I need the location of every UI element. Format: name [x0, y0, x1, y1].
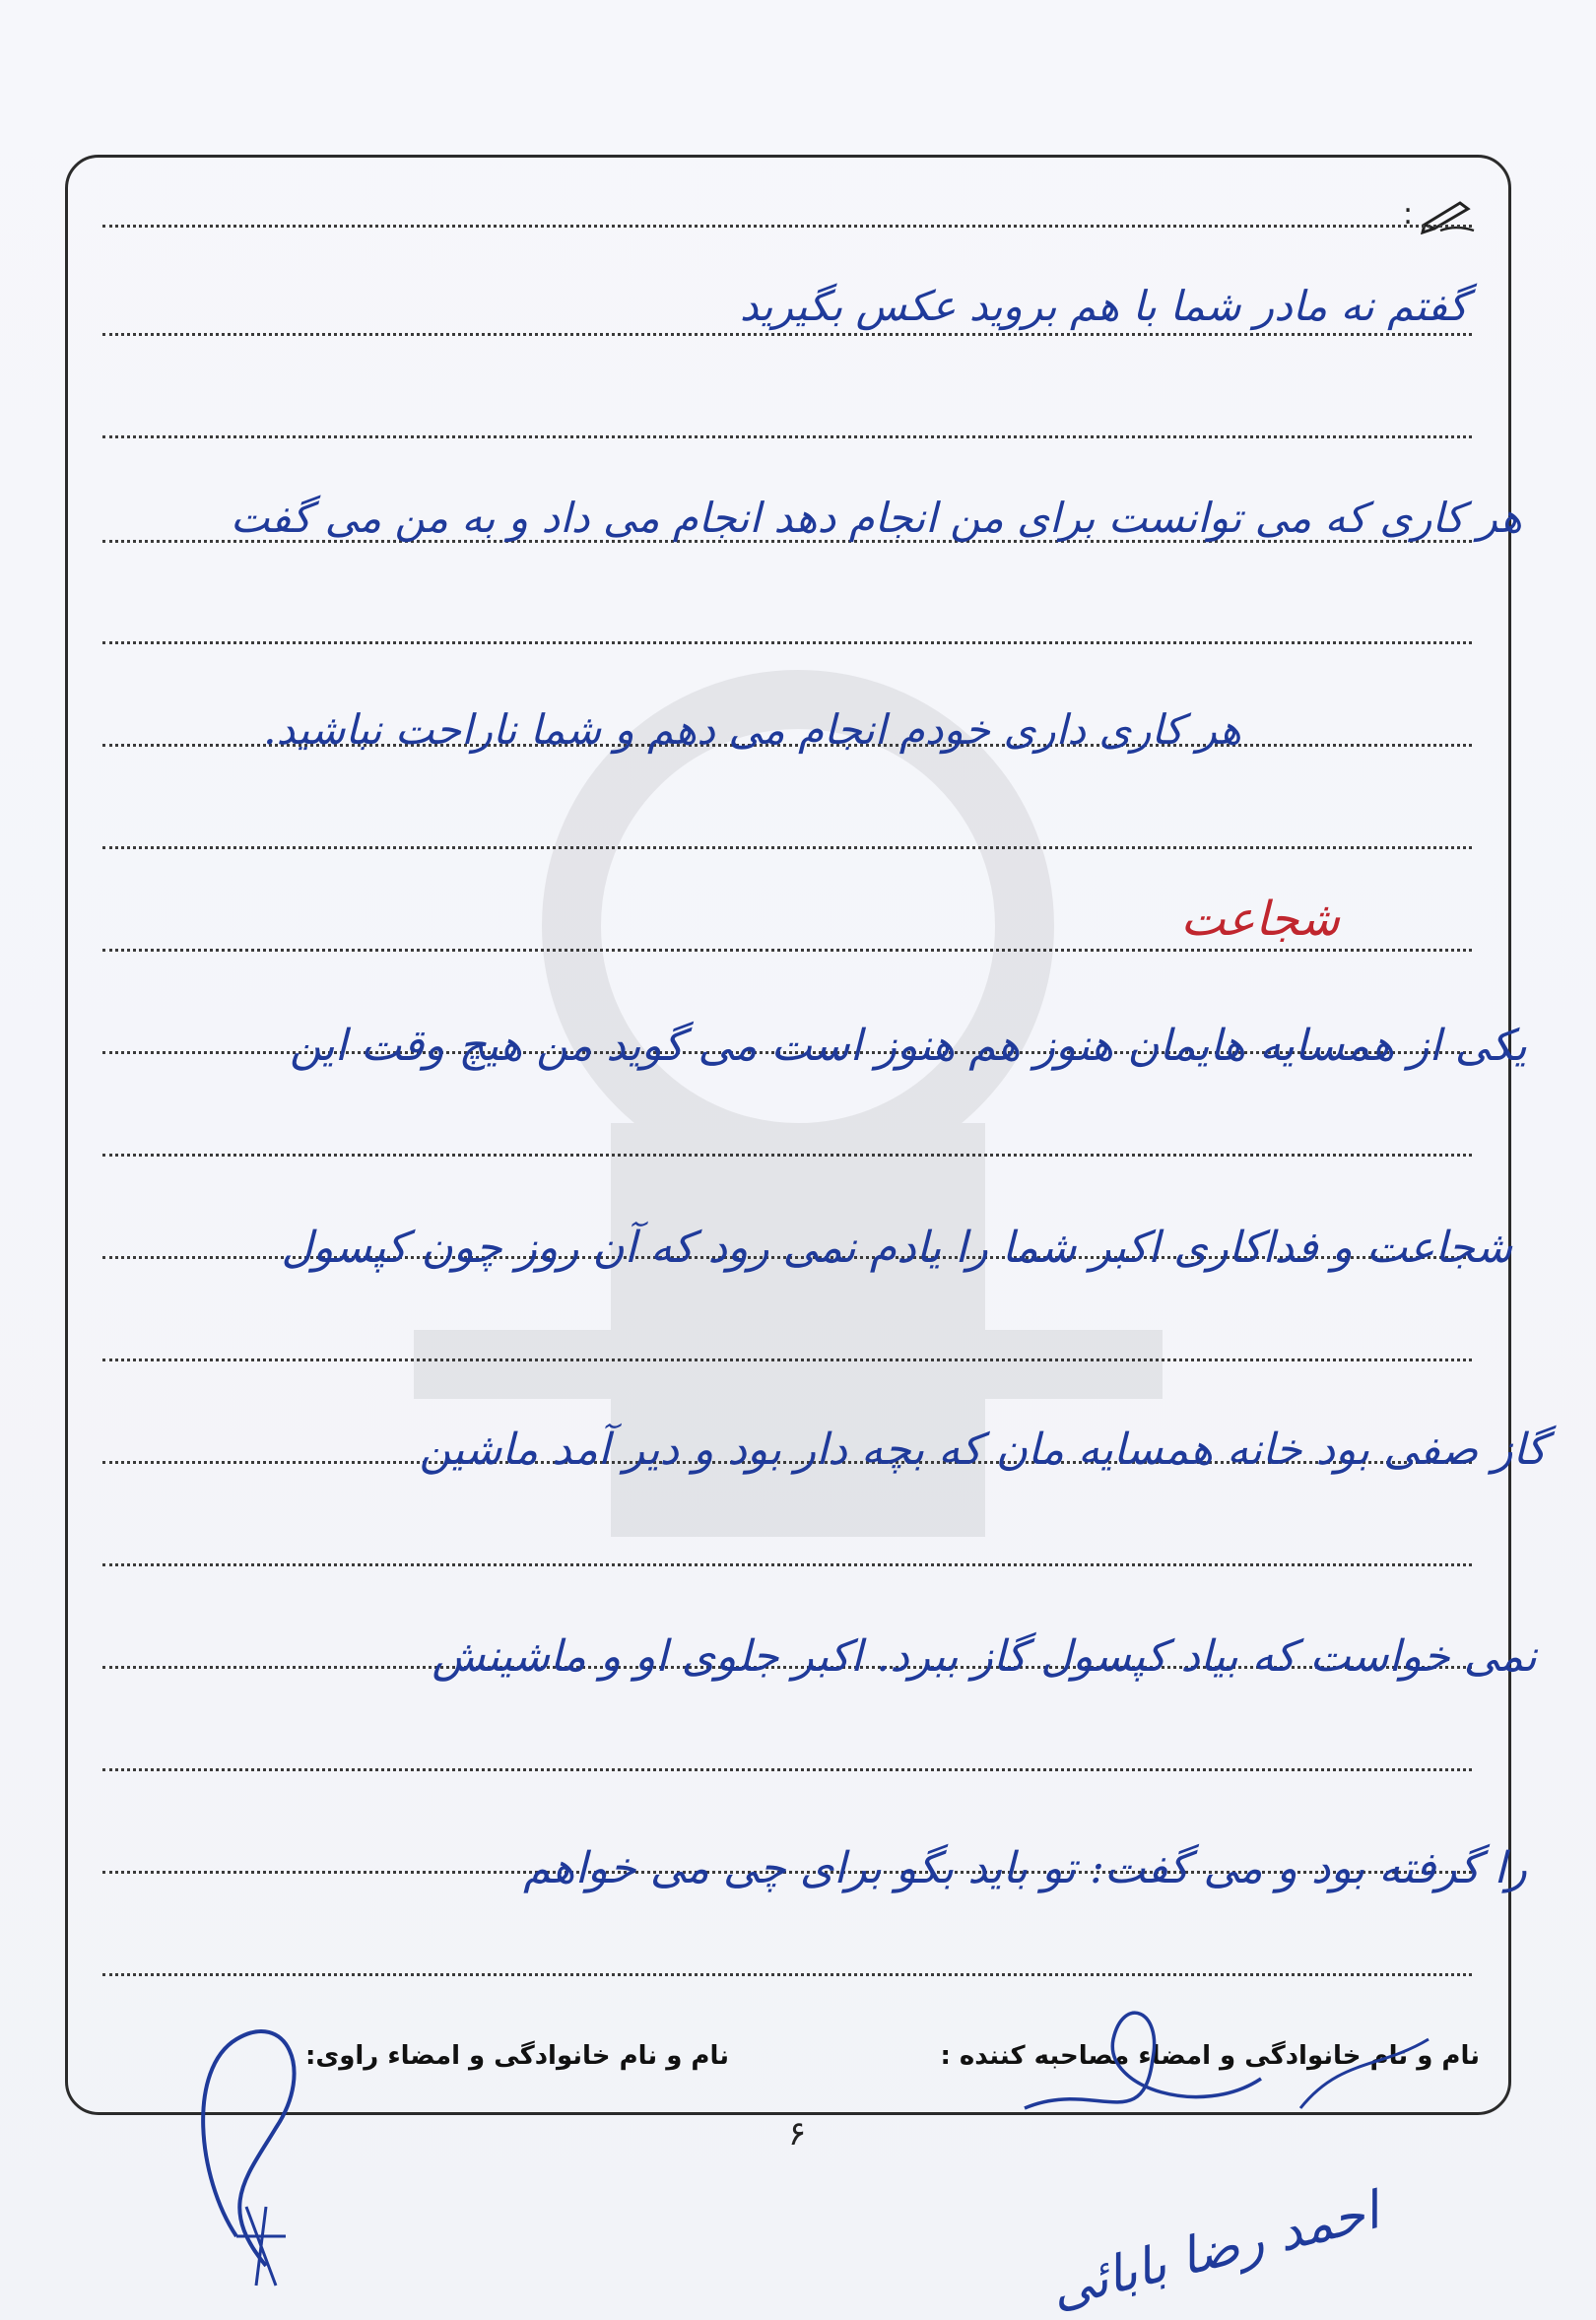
ruled-line: [102, 846, 1472, 849]
ruled-line: [102, 225, 1472, 228]
handwritten-line-5: شجاعت و فداکاری اکبر شما را یادم نمی رود که آن روز چون کپسول: [281, 1223, 1512, 1273]
handwritten-line-4: یکی از همسایه هایمان هنوز هم هنوز است می گوید من هیچ وقت این: [289, 1021, 1527, 1071]
handwritten-line-1: گفتم نه مادر شما با هم بروید عکس بگیرید: [739, 282, 1468, 330]
handwritten-line-7: نمی خواست که بیاد کپسول گاز ببرد. اکبر جلوی او و ماشینش: [432, 1631, 1537, 1682]
ruled-line: [102, 949, 1472, 952]
interviewer-signature: [1005, 2000, 1478, 2320]
page-border: [65, 155, 1511, 2115]
handwritten-line-8: را گرفته بود و می گفت: تو باید بگو برای چی می خواهم: [523, 1843, 1527, 1893]
pen-icon: [1421, 195, 1478, 234]
handwritten-line-3: هر کاری داری خودم انجام می دهم و شما ناراحت نباشید.: [263, 705, 1241, 754]
ruled-line: [102, 1563, 1472, 1566]
ruled-line: [102, 1973, 1472, 1976]
ruled-line: [102, 1768, 1472, 1771]
handwritten-line-6: گاز صفی بود خانه همسایه مان که بچه دار بود و دیر آمد ماشین: [419, 1425, 1547, 1475]
ruled-line: [102, 333, 1472, 336]
section-heading: شجاعت: [1180, 892, 1340, 947]
ruled-line: [102, 641, 1472, 644]
handwritten-line-2: هر کاری که می توانست برای من انجام دهد انجام می داد و به من می گفت: [230, 494, 1522, 542]
interviewer-label: نام و نام خانوادگی و امضاء مصاحبه کننده :: [940, 2041, 1480, 2071]
page-number: ۶: [788, 2114, 807, 2154]
heading-colon: :: [1403, 197, 1414, 232]
ruled-line: [102, 1359, 1472, 1361]
narrator-label: نام و نام خانوادگی و امضاء راوی:: [305, 2041, 729, 2071]
narrator-signature: [177, 2010, 345, 2295]
ruled-line: [102, 1154, 1472, 1157]
signature-name: احمد رضا بابائی: [1044, 2181, 1385, 2320]
ruled-line: [102, 435, 1472, 438]
